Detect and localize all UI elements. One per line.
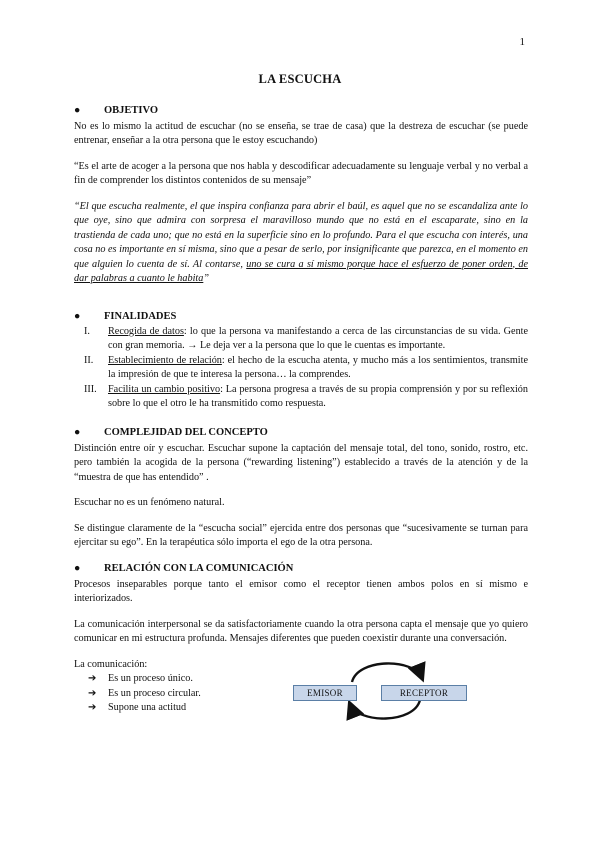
section-heading: ● RELACIÓN CON LA COMUNICACIÓN xyxy=(74,562,528,577)
objetivo-definition: “Es el arte de acoger a la persona que nos habla y descodificar adecuadamente su lenguaje verbal y no verbal a fin de comprender los distintos contenidos de su mensaje” xyxy=(74,160,528,186)
page-title: LA ESCUCHA xyxy=(258,72,342,86)
section-objetivo xyxy=(74,104,528,287)
complejidad-paragraph: Se distingue claramente de la “escucha social” ejercida entre dos personas que “sucesivamente se turnan para ejercitar su ego”. En la terapéutica sólo importa el ego de la otra persona. xyxy=(74,522,528,548)
relacion-paragraph: La comunicación interpersonal se da satisfactoriamente cuando la otra persona capta el mensaje que yo quiero comunicar en mi estructura profunda. Mensajes diferentes que pueden coexistir durante una conversación. xyxy=(74,618,528,644)
bullet-icon: ● xyxy=(74,311,81,322)
list-item: ➔ Es un proceso único. xyxy=(88,672,528,687)
arrow-right-icon: ➔ xyxy=(88,673,97,684)
page-number: 1 xyxy=(519,36,525,48)
arrow-right-icon: ➔ xyxy=(88,687,97,699)
comunicacion-intro: La comunicación: xyxy=(74,658,148,670)
relacion-paragraph: Procesos inseparables porque tanto el emisor como el receptor tienen ambos polos en sí mismo e interiorizados. xyxy=(74,578,528,604)
complejidad-paragraph: Escuchar no es un fenómeno natural. xyxy=(74,497,225,508)
list-item: ➔ Es un proceso circular. xyxy=(88,687,528,702)
bullet-icon: ● xyxy=(74,563,81,574)
list-item: ➔ Supone una actitud xyxy=(88,701,528,716)
objetivo-quote: “El que escucha realmente, el que inspira confianza para abrir el baúl, es aquel que no se escandaliza ante lo que oye, sino que admira con sorpresa el maravilloso mundo que no está en el escaparate, sino en la trastienda de cada uno; que no está en la superficie sino en lo profundo. Para el que escucha con interés, una cosa no es importante en sí misma, sino que a pesar de serlo, por insignificante que parezca, en el momento en que alguien lo cuenta de sí. Al contarse, uno se cura a sí mismo porque hace el esfuerzo de poner orden, de dar palabras a cuanto le habita” xyxy=(74,200,529,284)
section-heading: ● OBJETIVO xyxy=(74,104,528,119)
receptor-box: RECEPTOR xyxy=(381,685,467,701)
finalidades-list xyxy=(74,325,528,412)
bullet-icon: ● xyxy=(74,105,81,116)
list-item: II. Establecimiento de relación: el hecho de la escucha atenta, y mucho más a los sentimientos, transmite la impresión de que te interesa la persona… la comprendes. xyxy=(84,354,528,380)
list-item: III. Facilita un cambio positivo: La persona progresa a través de su propia comprensión y por su reflexión sobre lo que el otro le ha transmitido como respuesta. xyxy=(84,383,528,409)
arrow-bottom-icon xyxy=(350,700,420,719)
arrow-right-icon: ➔ xyxy=(88,702,97,713)
objetivo-paragraph: No es lo mismo la actitud de escuchar (no se enseña, se trae de casa) que la destreza de escuchar (se puede entrenar, enseñar a la otra persona que le estoy escuchando) xyxy=(74,120,528,146)
section-finalidades xyxy=(74,310,528,412)
section-heading: ● COMPLEJIDAD DEL CONCEPTO xyxy=(74,426,528,441)
arrow-top-icon xyxy=(352,663,422,682)
section-complejidad xyxy=(74,426,528,551)
emisor-box: EMISOR xyxy=(293,685,357,701)
complejidad-paragraph: Distinción entre oír y escuchar. Escuchar supone la captación del mensaje total, del tono, sonido, rostro, etc. pero también la acogida de la persona (“rewarding listening”) establecido a través de la atención y de la “muestra de que has entendido” . xyxy=(74,442,528,483)
bullet-icon: ● xyxy=(74,427,81,438)
list-item: I. Recogida de datos: lo que la persona va manifestando a cerca de las circunstancias de su vida. Gente con gran memoria. → Le deja ver a la persona que lo que le cuentas es importante. xyxy=(84,325,529,351)
section-heading: ● FINALIDADES xyxy=(74,310,528,325)
